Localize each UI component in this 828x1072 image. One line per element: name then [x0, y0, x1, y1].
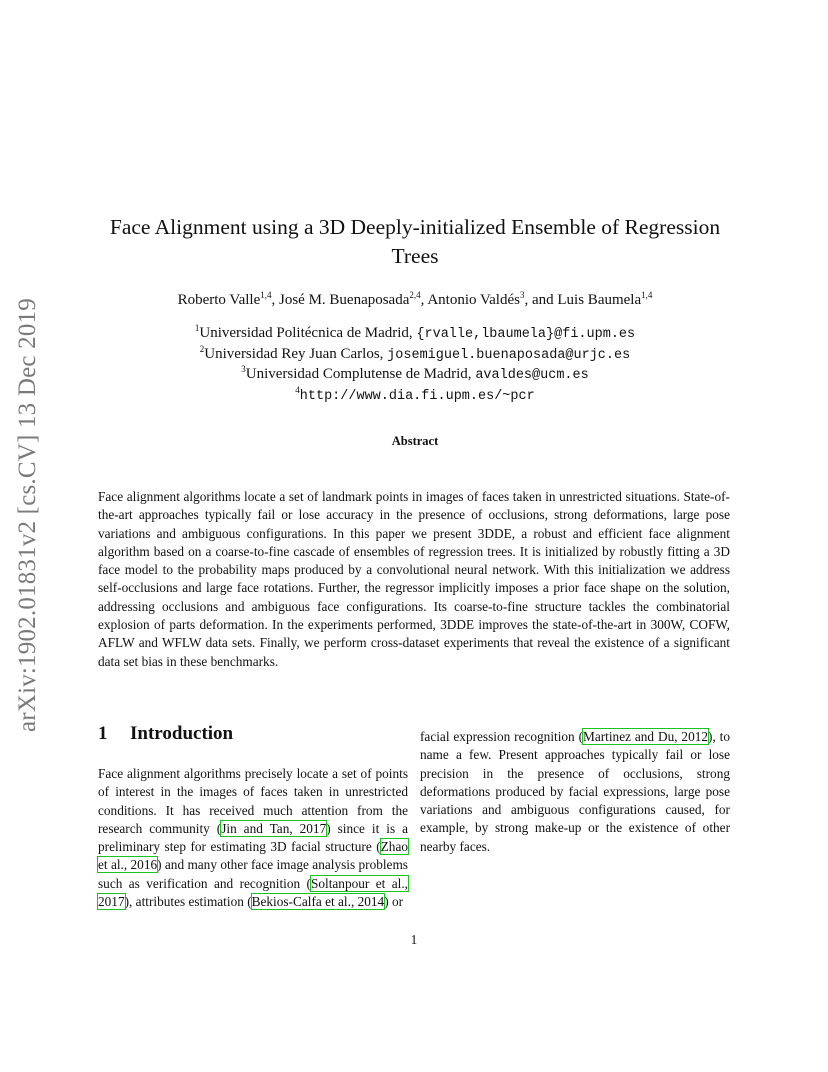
author-list: [100, 290, 730, 310]
citation-link-martinez[interactable]: Martinez and Du, 2012: [583, 729, 709, 744]
affiliation-line: [100, 386, 730, 407]
author-affil-marker: 2,4: [409, 290, 421, 300]
intro-text: facial expression recognition (: [420, 729, 584, 744]
citation-link-soltanpour[interactable]: Soltanpour et al., 2017: [98, 875, 408, 910]
author-name: Luis Baumela: [557, 292, 642, 308]
author-separator: , and: [524, 292, 558, 308]
affiliation-number: 2: [199, 343, 205, 354]
author-separator: ,: [420, 292, 428, 308]
affiliation-line: [100, 345, 730, 366]
affiliation-line: [100, 324, 730, 345]
affiliation-institution: Universidad Politécnica de Madrid,: [199, 325, 417, 341]
section-number: 1: [98, 723, 108, 744]
affiliation-number: 4: [295, 384, 300, 395]
author-name: José M. Buenaposada: [278, 292, 410, 308]
affiliation-number: 3: [241, 364, 246, 374]
intro-text: ), attributes estimation (: [124, 894, 252, 910]
author-name: Roberto Valle: [177, 292, 261, 308]
abstract-body: Face alignment algorithms locate a set of landmark points in images of faces taken in unrestricted situations. State-of-the-art approaches typically fail or lose accuracy in the presence of occlusions, strong deformations, large pose variations and ambiguous configurations. In this paper we present 3DDE, a robust and efficient face alignment algorithm based on a coarse-to-fine cascade of ensembles of regression trees. It is initialized by robustly fitting a 3D face model to the probability maps produced by a convolutional neural network. With this initialization we address self-occlusions and large face rotations. Further, the regressor implicitly imposes a prior face shape on the solution, addressing occlusions and ambiguous face configurations. Its coarse-to-fine structure tackles the combinatorial explosion of parts deformation. In the experiments performed, 3DDE improves the state-of-the-art in 300W, COFW, AFLW and WFLW data sets. Finally, we perform cross-dataset experiments that reveal the existence of a significant data set bias in these benchmarks.: [98, 489, 730, 669]
page-number: 1: [410, 932, 418, 947]
intro-text: ) since it is a preliminary step for estimating 3D facial structure (: [98, 820, 408, 855]
author-affil-marker: 3: [519, 290, 525, 300]
citation-link-bekios[interactable]: Bekios-Calfa et al., 2014: [251, 894, 385, 910]
intro-column-right: [420, 728, 730, 856]
intro-text: Face alignment algorithms precisely locate a set of points of interest in the images of faces taken in unrestricted conditions. It has received much attention from the research community (: [98, 766, 408, 836]
intro-text: ) or: [384, 894, 404, 910]
affiliation-number: 1: [194, 323, 200, 333]
affiliation-institution: Universidad Rey Juan Carlos,: [204, 345, 388, 362]
intro-text: ) and many other face image analysis problems such as verification and recognition (: [98, 857, 408, 891]
citation-link-jin[interactable]: Jin and Tan, 2017: [221, 820, 327, 836]
citation-link-zhao[interactable]: Zhao et al., 2016: [98, 839, 408, 873]
author-affil-marker: 1,4: [641, 290, 653, 300]
affiliation-email[interactable]: {rvalle,lbaumela}@fi.upm.es: [416, 327, 636, 342]
affiliation-email[interactable]: avaldes@ucm.es: [475, 368, 589, 383]
affiliation-line: [100, 365, 730, 386]
arxiv-identifier: arXiv:1902.01831v2 [cs.CV] 13 Dec 2019: [14, 298, 41, 732]
section-heading: [98, 723, 233, 745]
paper-title: Face Alignment using a 3D Deeply-initialized Ensemble of Regression Trees: [109, 215, 721, 268]
affiliation-url[interactable]: http://www.dia.fi.upm.es/~pcr: [299, 388, 535, 404]
intro-column-left: [98, 765, 408, 911]
affiliation-email[interactable]: josemiguel.buenaposada@urjc.es: [387, 347, 631, 363]
author-separator: ,: [271, 292, 279, 308]
affiliation-list: [100, 324, 730, 406]
affiliation-institution: Universidad Complutense de Madrid,: [245, 366, 476, 382]
author-affil-marker: 1,4: [260, 290, 272, 300]
abstract-heading: Abstract: [391, 434, 439, 448]
section-title: Introduction: [130, 723, 234, 744]
intro-text: ), to name a few. Present approaches typically fail or lose precision in the presence of occlusions, strong deformations produced by facial expressions, large pose variations and ambiguous configurations caused, for example, by strong make-up or the existence of other nearby faces.: [420, 729, 730, 854]
author-name: Antonio Valdés: [427, 292, 520, 308]
